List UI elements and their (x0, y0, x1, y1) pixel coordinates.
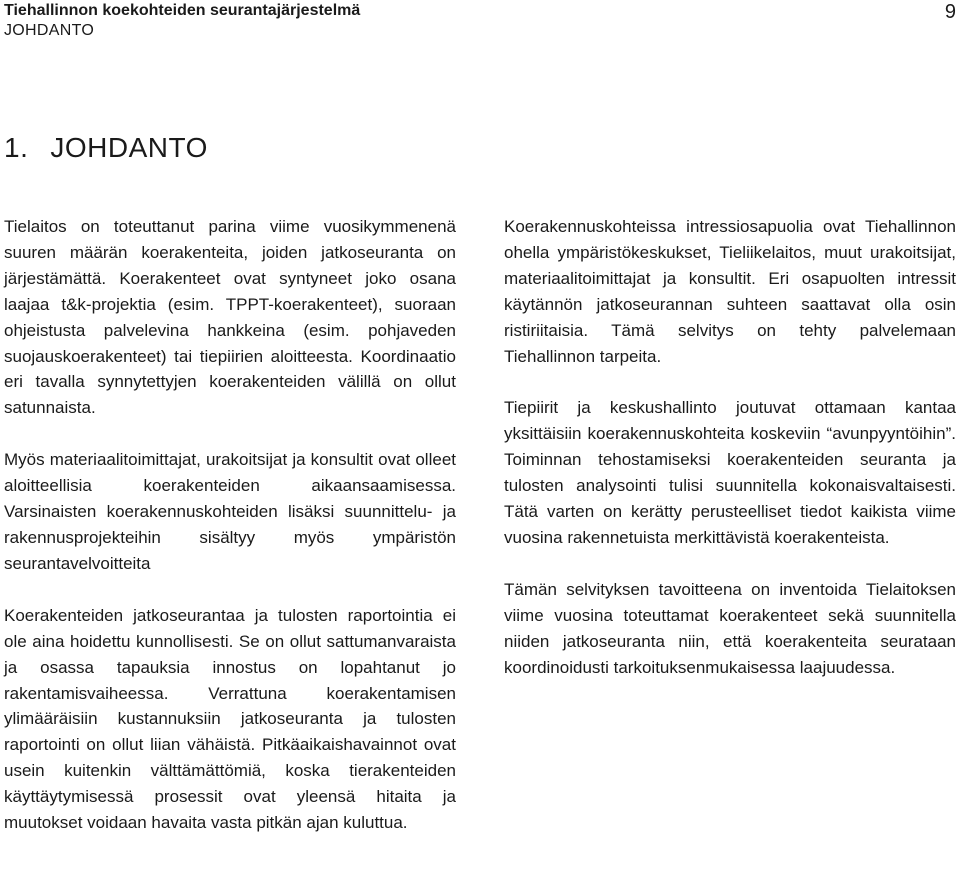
chapter-number: 1. (4, 132, 29, 163)
document-title: Tiehallinnon koekohteiden seurantajärjestelmä (4, 2, 361, 19)
page-number: 9 (944, 1, 956, 23)
paragraph: Myös materiaalitoimittajat, urakoitsijat ja konsultit ovat olleet aloitteellisia koerakenteiden aikaansaamisessa. Varsinaisten koerakennuskohteiden lisäksi suunnittelu- ja rakennusprojekteihin sisältyy myös ympäristön seurantavelvoitteita (4, 450, 456, 573)
paragraph: Koerakennuskohteissa intressiosapuolia ovat Tiehallinnon ohella ympäristökeskukset, Tieliikelaitos, muut urakoitsijat, materiaalitoimittajat ja konsultit. Eri osapuolten intressit käytännön jatkoseurannan suhteen saattavat olla osin ristiriitaisia. Tämä selvitys on tehty palvelemaan Tiehallinnon tarpeita. (504, 217, 956, 366)
section-name: JOHDANTO (4, 22, 95, 39)
paragraph: Tämän selvityksen tavoitteena on inventoida Tielaitoksen viime vuosina toteuttamat koerakenteet sekä suunnitella niiden jatkoseuranta niin, että koerakenteita seurataan koordinoidusti tarkoituksenmukaisessa laajuudessa. (504, 579, 956, 677)
paragraph: Koerakenteiden jatkoseurantaa ja tulosten raportointia ei ole aina hoidettu kunnollisesti. Se on ollut sattumanvaraista ja osassa tapauksia innostus on lopahtanut jo rakentamisvaiheessa. Verrattuna koerakentamisen ylimääräisiin kustannuksiin jatkoseuranta ja tulosten raportointi on ollut liian vähäistä. Pitkäaikaishavainnot ovat usein kuitenkin välttämättömiä, koska tierakenteiden käyttäytymisessä prosessit ovat yleensä hitaita ja muutokset voidaan havaita vasta pitkän ajan kuluttua. (4, 605, 456, 833)
chapter-heading (4, 130, 208, 166)
right-column (504, 214, 956, 707)
page-header (4, 0, 956, 41)
chapter-title: JOHDANTO (50, 132, 208, 163)
paragraph: Tielaitos on toteuttanut parina viime vuosikymmenenä suuren määrän koerakenteita, joiden jatkoseuranta on järjestämättä. Koerakenteet ovat syntyneet joko osana laajaa t&k-projektia (esim. TPPT-koerakenteet), suoraan ohjeistusta palvelevina hankkeina (esim. pohjaveden suojauskoerakenteet) tai tiepiirien aloitteesta. Koordinaatio eri tavalla synnytettyjen koerakenteiden välillä on ollut satunnaista. (4, 217, 456, 418)
paragraph: Tiepiirit ja keskushallinto joutuvat ottamaan kantaa yksittäisiin koerakennuskohteita koskeviin “avunpyyntöihin”. Toiminnan tehostamiseksi koerakenteiden seuranta ja tulosten analysointi tulisi suunnitella kokonaisvaltaisesti. Tätä varten on kerätty perusteelliset tiedot kaikista viime vuosina rakennetuista merkittävistä koerakenteista. (504, 398, 956, 547)
left-column (4, 214, 456, 862)
